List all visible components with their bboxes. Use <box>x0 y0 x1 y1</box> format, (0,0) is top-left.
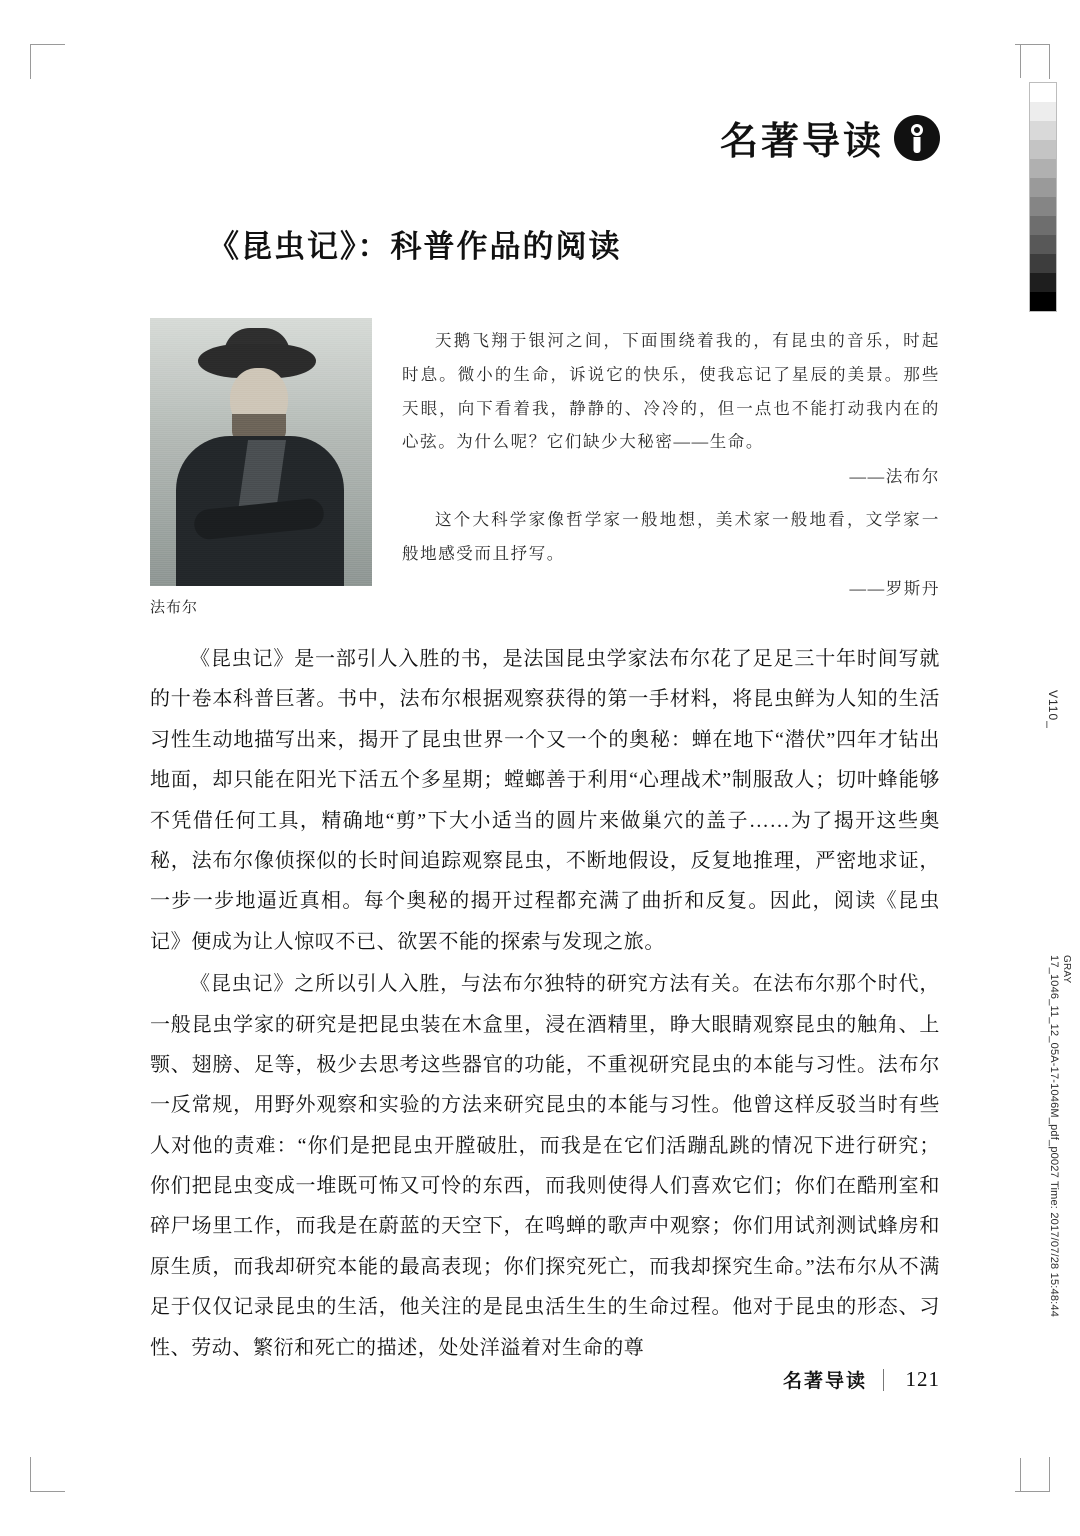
section-header-title: 名著导读 <box>719 121 884 163</box>
crop-tick <box>30 1458 31 1492</box>
body-paragraph: 《昆虫记》之所以引人入胜，与法布尔独特的研究方法有关。在法布尔那个时代，一般昆虫学家的研究是把昆虫装在木盒里，浸在酒精里，睁大眼睛观察昆虫的触角、上颚、翅膀、足等，极少去思考这些器官的功能，不重视研究昆虫的本能与习性。法布尔一反常规，用野外观察和实验的方法来研究昆虫的本能与习性。他曾这样反驳当时有些人对他的责难：“你们是把昆虫开膛破肚，而我是在它们活蹦乱跳的情况下进行研究；你们把昆虫变成一堆既可怖又可怜的东西，而我则使得人们喜欢它们；你们在酷刑室和碎尸场里工作，而我是在蔚蓝的天空下，在鸣蝉的歌声中观察；你们用试剂测试蜂房和原生质，而我却研究本能的最高表现；你们探究死亡，而我却探究生命。”法布尔从不满足于仅仅记录昆虫的生活，他关注的是昆虫活生生的生命过程。他对于昆虫的形态、习性、劳动、繁衍和死亡的描述，处处洋溢着对生命的尊 <box>150 973 940 1359</box>
footer-section-label: 名著导读 <box>782 1371 867 1392</box>
intro-block <box>150 318 940 617</box>
page-content <box>150 110 940 1370</box>
quote-attribution: ——法布尔 <box>849 467 940 487</box>
portrait-photo <box>150 318 372 586</box>
page-number: 121 <box>905 1367 940 1391</box>
portrait-figure <box>150 318 372 617</box>
quote-text: 这个大科学家像哲学家一般地想，美术家一般地看，文学家一般地感受而且抒写。 <box>402 510 940 564</box>
crop-mark-bottom-left <box>30 1457 65 1492</box>
gray-calibration-bar <box>1029 82 1057 312</box>
page-title: 《昆虫记》：科普作品的阅读 <box>208 229 622 264</box>
section-header <box>150 110 940 165</box>
person-reading-icon <box>894 115 940 161</box>
quote-text: 天鹅飞翔于银河之间，下面围绕着我的，有昆虫的音乐，时起时息。微小的生命，诉说它的快乐，使我忘记了星辰的美景。那些天眼，向下看着我，静静的、冷冷的，但一点也不能打动我内在的心弦。为什么呢？它们缺少大秘密——生命。 <box>402 331 940 452</box>
print-page-code: V110_ <box>1046 690 1060 729</box>
print-job-slug: 17_1046_11_12_05A-17-1046M_pdf_p0027 Time: 2017/07/28 15:48:44 <box>1048 955 1060 1318</box>
crop-mark-top-left <box>30 44 65 79</box>
quote-attribution: ——罗斯丹 <box>849 578 940 598</box>
crop-tick <box>30 44 31 78</box>
page-footer <box>150 1366 940 1393</box>
portrait-caption: 法布尔 <box>150 600 199 616</box>
crop-tick <box>1020 44 1021 78</box>
footer-divider <box>883 1369 884 1391</box>
print-color-label: GRAY <box>1061 955 1072 984</box>
quote-block <box>402 318 940 615</box>
body-paragraph: 《昆虫记》是一部引人入胜的书，是法国昆虫学家法布尔花了足足三十年时间写就的十卷本科普巨著。书中，法布尔根据观察获得的第一手材料，将昆虫鲜为人知的生活习性生动地描写出来，揭开了昆虫世界一个又一个的奥秘：蝉在地下“潜伏”四年才钻出地面，却只能在阳光下活五个多星期；螳螂善于利用“心理战术”制服敌人；切叶蜂能够不凭借任何工具，精确地“剪”下大小适当的圆片来做巢穴的盖子……为了揭开这些奥秘，法布尔像侦探似的长时间追踪观察昆虫，不断地假设，反复地推理，严密地求证，一步一步地逼近真相。每个奥秘的揭开过程都充满了曲折和反复。因此，阅读《昆虫记》便成为让人惊叹不已、欲罢不能的探索与发现之旅。 <box>150 648 940 953</box>
crop-tick <box>1020 1458 1021 1492</box>
